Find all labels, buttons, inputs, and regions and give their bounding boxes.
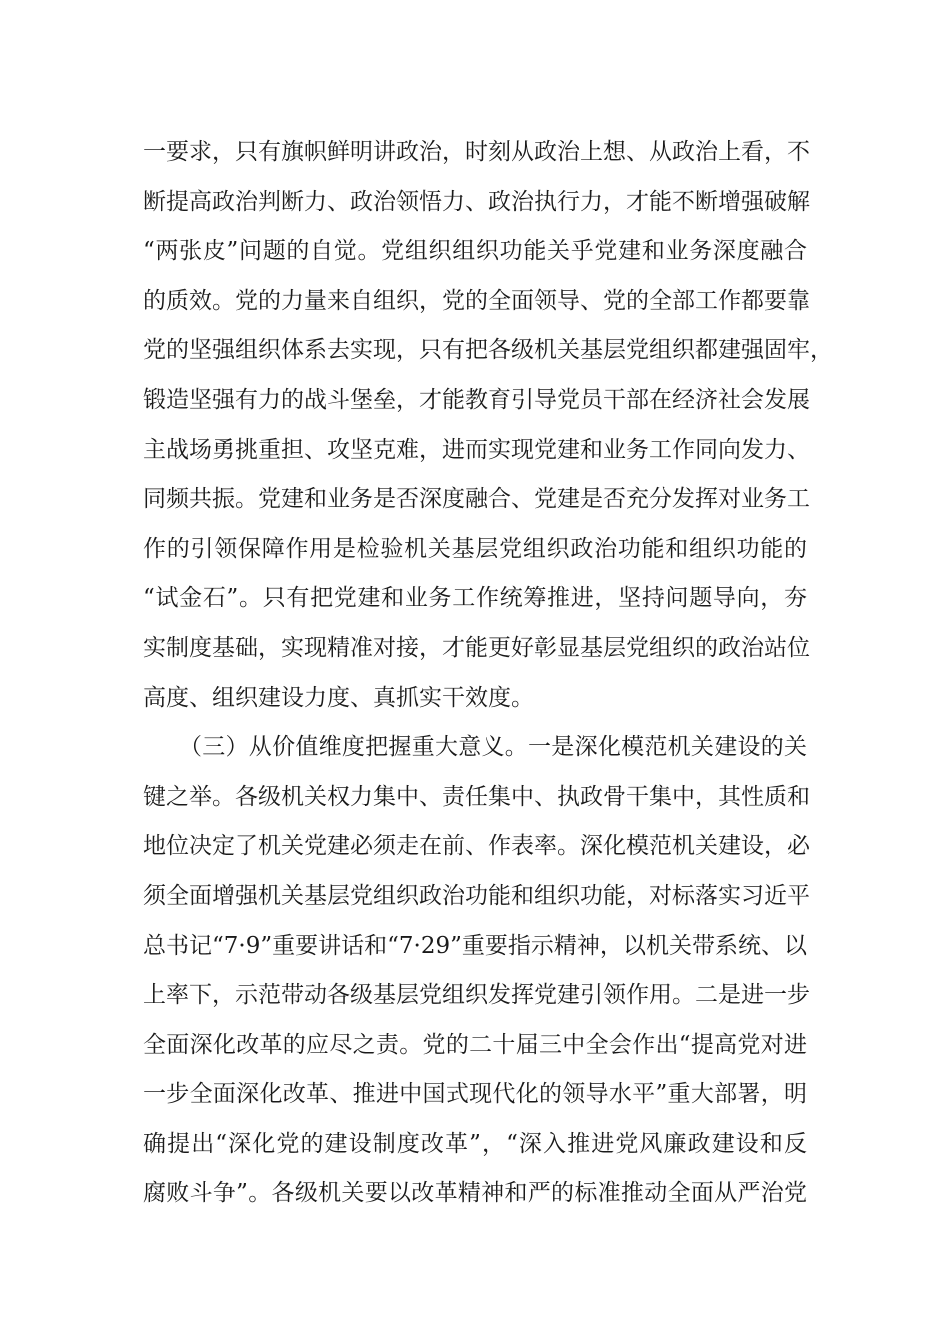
text-line: 键之举。各级机关权力集中、责任集中、执政骨干集中，其性质和	[143, 783, 810, 810]
paragraph-2	[143, 731, 810, 1227]
text-line: 的质效。党的力量来自组织，党的全面领导、党的全部工作都要靠	[143, 287, 810, 314]
text-line: 须全面增强机关基层党组织政治功能和组织功能，对标落实习近平	[143, 882, 810, 909]
text-line: 实制度基础，实现精准对接，才能更好彰显基层党组织的政治站位	[143, 634, 810, 661]
text-line: “两张皮”问题的自觉。党组织组织功能关乎党建和业务深度融合	[143, 238, 807, 265]
text-line: 党的坚强组织体系去实现，只有把各级机关基层党组织都建强固牢，	[143, 337, 833, 364]
text-line: 同频共振。党建和业务是否深度融合、党建是否充分发挥对业务工	[143, 486, 810, 513]
text-line: 一要求，只有旗帜鲜明讲政治，时刻从政治上想、从政治上看，不	[143, 139, 810, 165]
text-line: 腐败斗争”。各级机关要以改革精神和严的标准推动全面从严治党	[143, 1180, 807, 1207]
text-line: 地位决定了机关党建必须走在前、作表率。深化模范机关建设，必	[143, 833, 810, 860]
document-page	[143, 136, 833, 1227]
text-line: 作的引领保障作用是检验机关基层党组织政治功能和组织功能的	[143, 535, 807, 562]
text-line: 确提出“深化党的建设制度改革”，“深入推进党风廉政建设和反	[143, 1130, 807, 1157]
text-line: 主战场勇挑重担、攻坚克难，进而实现党建和业务工作同向发力、	[143, 436, 810, 463]
paragraph-1	[143, 136, 833, 731]
text-line: 全面深化改革的应尽之责。党的二十届三中全会作出“提高党对进	[143, 1031, 807, 1058]
text-line: 高度、组织建设力度、真抓实干效度。	[143, 684, 534, 711]
text-line: “试金石”。只有把党建和业务工作统筹推进，坚持问题导向，夯	[143, 585, 807, 612]
text-line: 断提高政治判断力、政治领悟力、政治执行力，才能不断增强破解	[143, 188, 810, 215]
text-line: 总书记“7·9”重要讲话和“7·29”重要指示精神，以机关带系统、以	[143, 932, 807, 959]
text-line: 一步全面深化改革、推进中国式现代化的领导水平”重大部署，明	[143, 1081, 807, 1108]
text-line: （三）从价值维度把握重大意义。一是深化模范机关建设的关	[179, 734, 807, 761]
text-line: 锻造坚强有力的战斗堡垒，才能教育引导党员干部在经济社会发展	[143, 386, 810, 413]
text-line: 上率下，示范带动各级基层党组织发挥党建引领作用。二是进一步	[143, 982, 810, 1009]
